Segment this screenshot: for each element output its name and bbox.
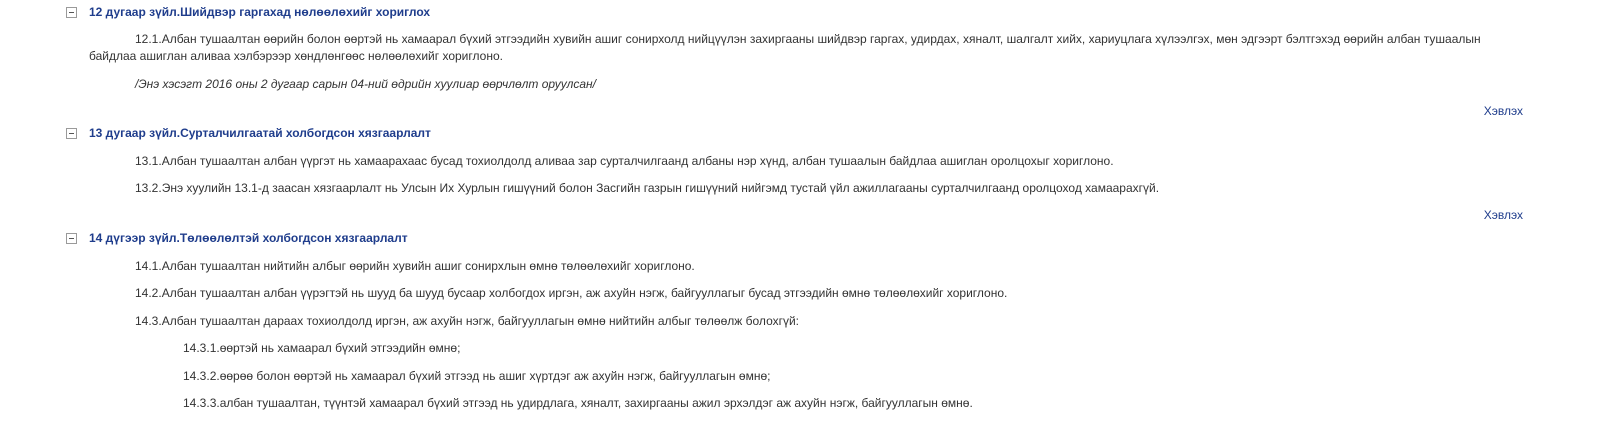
article-14-paragraph-2: 14.2.Албан тушаалтан албан үүрэгтэй нь шууд ба шууд бусаар холбогдох иргэн, аж ахуйн нэгж, байгууллагыг бусад этгээдийн өмнө төлөөлөхийг хориглоно. [135, 286, 1008, 300]
collapse-toggle-icon[interactable] [66, 128, 77, 139]
collapse-toggle-icon[interactable] [66, 233, 77, 244]
article-14-paragraph-3: 14.3.Албан тушаалтан дараах тохиолдолд иргэн, аж ахуйн нэгж, байгууллагын өмнө нийтийн албыг төлөөлж болохгүй: [135, 314, 800, 328]
article-13-paragraph-1: 13.1.Албан тушаалтан албан үүргэт нь хамаарахаас бусад тохиолдолд аливаа зар сурталчилгаанд албаны нэр хүнд, албан тушаалын байдлаа ашиглан оролцохыг хориглоно. [135, 154, 1114, 168]
article-14-heading: 14 дүгээр зүйл.Төлөөлөлтэй холбогдсон хязгаарлалт [89, 231, 408, 245]
article-12-paragraph-1: 12.1.Албан тушаалтан өөрийн болон өөртэй нь хамаарал бүхий этгээдийн хувийн ашиг сонирхолд нийцүүлэн захиргааны шийдвэр гаргах, удирдах, хяналт, шалгалт хийх, хариуцлага хүлээлгэх, мөн эдгээрт бэлтгэхэд өөрийн албан тушаалын байдлаа ашиглан аливаа хэлбэрээр хөндлөнгөөс нөлөөлөхийг хориглоно. [89, 32, 1481, 63]
article-14-paragraph-1: 14.1.Албан тушаалтан нийтийн албыг өөрийн хувийн ашиг сонирхлын өмнө төлөөлөхийг хориглоно. [135, 259, 695, 273]
collapse-toggle-icon[interactable] [66, 7, 77, 18]
print-link[interactable]: Хэвлэх [1483, 208, 1523, 222]
article-14-subitem-2: 14.3.2.өөрөө болон өөртэй нь хамаарал бүхий этгээд нь ашиг хүртдэг аж ахуйн нэгж, байгууллагын өмнө; [183, 369, 771, 383]
print-link[interactable]: Хэвлэх [1483, 104, 1523, 118]
article-12-heading: 12 дугаар зүйл.Шийдвэр гаргахад нөлөөлөхийг хориглох [89, 5, 431, 19]
article-14-subitem-1: 14.3.1.өөртэй нь хамаарал бүхий этгээдийн өмнө; [183, 341, 461, 355]
article-13-heading: 13 дугаар зүйл.Сурталчилгаатай холбогдсон хязгаарлалт [89, 126, 431, 140]
amendment-note: /Энэ хэсэгт 2016 оны 2 дугаар сарын 04-ний өдрийн хуулиар өөрчлөлт оруулсан/ [135, 77, 596, 91]
article-14-subitem-3: 14.3.3.албан тушаалтан, түүнтэй хамаарал бүхий этгээд нь удирдлага, хяналт, захиргааны ажил эрхэлдэг аж ахуйн нэгж, байгууллагын өмнө. [183, 396, 973, 410]
article-13-paragraph-2: 13.2.Энэ хуулийн 13.1-д заасан хязгаарлалт нь Улсын Их Хурлын гишүүний болон Засгийн газрын гишүүний нийгэмд тустай үйл ажиллагааны сурталчилгаанд оролцоход хамаарахгүй. [135, 181, 1160, 195]
